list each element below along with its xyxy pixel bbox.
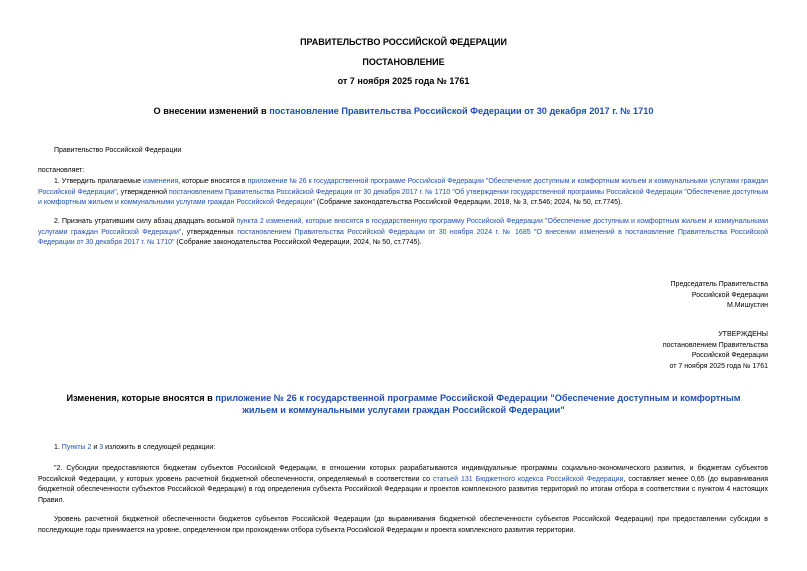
item-1 bbox=[38, 177, 768, 209]
authority-heading: ПРАВИТЕЛЬСТВО РОССИЙСКОЙ ФЕДЕРАЦИИ bbox=[300, 37, 507, 47]
preamble-government: Правительство Российской Федерации bbox=[54, 147, 182, 154]
link-article-131[interactable]: статьей 131 Бюджетного кодекса Российской Федерации bbox=[432, 475, 624, 483]
link-changes[interactable]: изменения bbox=[143, 178, 179, 185]
approval-word: УТВЕРЖДЕНЫ bbox=[718, 331, 768, 338]
paragraph-2-text-a: "2. Субсидии предоставляются бюджетам субъектов Российской Федерации, в отношении которых разрабатываются индивидуальные программы социально-экономического развития, и бюджетам субъектов Российской Федерации, у которых уровень расчетной бюджетной обеспеченности, определяемый в соответствии со bbox=[38, 465, 768, 483]
approval-date: от 7 ноября 2025 года № 1761 bbox=[669, 362, 768, 370]
item-1-text-c: , утвержденной bbox=[116, 188, 169, 196]
link-point-2-changes[interactable]: пункта 2 изменений, которые вносятся в государственную программу Российской Федерации "Обеспечение доступным и комфортным жильем и коммунальными услугами граждан Российской Федерации" bbox=[38, 218, 769, 236]
preamble-decrees: постановляет: bbox=[38, 167, 85, 174]
signature-name: М.Мишустин bbox=[726, 302, 768, 310]
title-prefix: О внесении изменений в bbox=[153, 106, 270, 116]
item-2-text-c: (Собрание законодательства Российской Федерации, 2024, № 50, ст.7745). bbox=[174, 239, 422, 247]
approval-block bbox=[663, 330, 768, 372]
document-title bbox=[0, 106, 807, 116]
changes-title bbox=[0, 392, 807, 416]
link-appendix-26[interactable]: приложение № 26 к государственной программе Российской Федерации "Обеспечение доступным и комфортным жильем и коммунальными услугами граждан Российской Федерации" bbox=[38, 178, 768, 196]
change-1-text: изложить в следующей редакции: bbox=[103, 444, 216, 451]
item-1-text-b: , которые вносятся в bbox=[178, 178, 248, 185]
signature-position: Председатель Правительства bbox=[670, 281, 768, 288]
signature-org: Российской Федерации bbox=[691, 291, 768, 299]
item-1-text-a: 1. Утвердить прилагаемые bbox=[54, 178, 143, 185]
signature-block bbox=[671, 280, 768, 312]
paragraph-2-text-b: , составляет менее 0,65 (до выравнивания бюджетной обеспеченности субъектов Российской Федерации) в год определения субъекта Российской Федерации и проектов комплексного развития территорий по итогам отбора в соответствии с пунктом 4 настоящих Правил. bbox=[38, 475, 768, 504]
changes-title-link[interactable]: приложение № 26 к государственной программе Российской Федерации "Обеспечение доступным и комфортным жильем и коммунальными услугами граждан Российской Федерации" bbox=[215, 393, 741, 415]
approval-org: Российской Федерации bbox=[691, 352, 768, 360]
paragraph-2 bbox=[38, 464, 768, 506]
change-1 bbox=[38, 443, 784, 454]
item-2-text-b: , утвержденных bbox=[181, 228, 238, 236]
approval-by: постановлением Правительства bbox=[662, 341, 768, 349]
link-point-2[interactable]: Пункты 2 bbox=[61, 444, 92, 451]
title-link[interactable]: постановление Правительства Российской Федерации от 30 декабря 2017 г. № 1710 bbox=[269, 106, 654, 116]
item-2 bbox=[38, 217, 768, 249]
document-date-number: от 7 ноября 2025 года № 1761 bbox=[337, 76, 470, 86]
document-type-heading: ПОСТАНОВЛЕНИЕ bbox=[362, 57, 445, 67]
paragraph-3: Уровень расчетной бюджетной обеспеченности бюджетов субъектов Российской Федерации (до выравнивания бюджетной обеспеченности субъектов Российской Федерации) при предоставлении субсидии в последующие годы принимается на уровне, определенном при прохождении отбора субъекта Российской Федерации и проекта комплексного развития территории. bbox=[38, 516, 768, 534]
changes-title-prefix: Изменения, которые вносятся в bbox=[66, 393, 216, 403]
item-2-text-a: 2. Признать утратившим силу абзац двадцать восьмой bbox=[54, 218, 237, 225]
item-1-text-d: (Собрание законодательства Российской Федерации, 2018, № 3, ст.546; 2024, № 50, ст.7745). bbox=[314, 199, 623, 207]
change-1-num: 1. bbox=[54, 444, 62, 451]
link-resolution-1685[interactable]: постановлением Правительства Российской Федерации от 30 ноября 2024 г. № 1685 "О внесении изменений в постановление Правительства Российской Федерации от 30 декабря 2017 г. № 1710" bbox=[38, 228, 769, 247]
link-point-3[interactable]: 3 bbox=[99, 444, 104, 451]
link-resolution-1710[interactable]: постановлением Правительства Российской Федерации от 30 декабря 2017 г. № 1710 "Об утверждении государственной программы Российской Федерации "Обеспечение доступным и комфортным жильем и коммунальными услугами граждан Российской Федерации" bbox=[38, 188, 769, 207]
change-1-and: и bbox=[91, 444, 100, 451]
